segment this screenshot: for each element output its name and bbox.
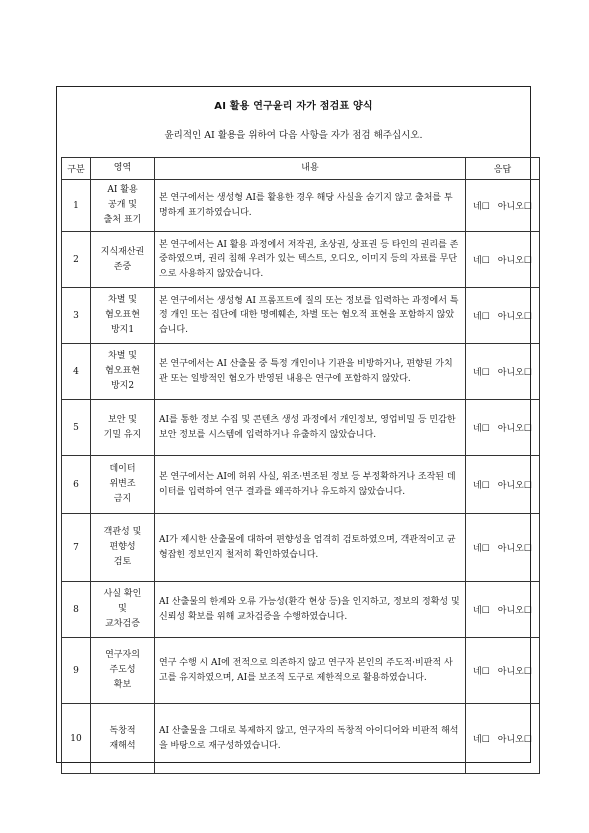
yes-checkbox[interactable]: 네☐ bbox=[473, 256, 490, 266]
area-line: 독창적 bbox=[109, 725, 136, 736]
row-answer bbox=[466, 288, 540, 344]
row-answer bbox=[466, 344, 540, 400]
row-answer bbox=[466, 456, 540, 514]
area-line: 혐오표현 bbox=[105, 310, 140, 320]
no-checkbox[interactable]: 아니오☐ bbox=[497, 256, 532, 266]
area-line: 및 bbox=[118, 604, 127, 614]
row-content: AI가 제시한 산출물에 대하여 편향성을 엄격히 검토하였으며, 객관적이고 균형잡힌 정보인지 철저히 확인하였습니다. bbox=[155, 514, 466, 582]
yes-checkbox[interactable]: 네☐ bbox=[473, 735, 490, 745]
row-number: 5 bbox=[62, 400, 91, 456]
yes-checkbox[interactable]: 네☐ bbox=[473, 312, 490, 322]
row-content: 본 연구에서는 AI 활용 과정에서 저작권, 초상권, 상표권 등 타인의 권리를 존중하였으며, 권리 침해 우려가 있는 텍스트, 오디오, 이미지 등의 자료를 무단으로 사용하지 않았습니다. bbox=[155, 232, 466, 288]
header-answer: 응답 bbox=[466, 158, 540, 180]
no-checkbox[interactable]: 아니오☐ bbox=[497, 202, 532, 212]
yes-checkbox[interactable]: 네☐ bbox=[473, 424, 490, 434]
table-row bbox=[62, 638, 540, 704]
row-number: 10 bbox=[62, 704, 91, 774]
yes-checkbox[interactable]: 네☐ bbox=[473, 481, 490, 491]
area-line: 주도성 bbox=[109, 665, 136, 675]
no-checkbox[interactable]: 아니오☐ bbox=[497, 368, 532, 378]
area-line: 확보 bbox=[113, 680, 132, 690]
row-answer bbox=[466, 180, 540, 232]
checklist-body bbox=[62, 180, 540, 774]
area-line: 재해석 bbox=[109, 740, 136, 751]
area-line: 차별 및 bbox=[108, 351, 137, 361]
yes-checkbox[interactable]: 네☐ bbox=[473, 202, 490, 212]
row-content: 본 연구에서는 AI 산출물 중 특정 개인이나 기관을 비방하거나, 편향된 가치관 또는 일방적인 혐오가 반영된 내용은 연구에 포함하지 않았다. bbox=[155, 344, 466, 400]
row-area bbox=[91, 288, 155, 344]
table-row bbox=[62, 344, 540, 400]
no-checkbox[interactable]: 아니오☐ bbox=[497, 735, 532, 745]
area-line: 방지2 bbox=[110, 381, 135, 391]
row-area bbox=[91, 400, 155, 456]
row-content: 연구 수행 시 AI에 전적으로 의존하지 않고 연구자 본인의 주도적·비판적 사고를 유지하였으며, AI를 보조적 도구로 제한적으로 활용하였습니다. bbox=[155, 638, 466, 704]
row-number: 6 bbox=[62, 456, 91, 514]
row-answer bbox=[466, 704, 540, 774]
table-row bbox=[62, 232, 540, 288]
row-content: 본 연구에서는 AI에 허위 사실, 위조·변조된 정보 등 부정확하거나 조작된 데이터를 입력하여 연구 결과를 왜곡하거나 유도하지 않았습니다. bbox=[155, 456, 466, 514]
header-no: 구분 bbox=[62, 158, 91, 180]
row-answer bbox=[466, 400, 540, 456]
row-answer bbox=[466, 638, 540, 704]
yes-checkbox[interactable]: 네☐ bbox=[473, 667, 490, 677]
area-line: 공개 및 bbox=[108, 200, 137, 210]
row-number: 7 bbox=[62, 514, 91, 582]
row-answer bbox=[466, 514, 540, 582]
no-checkbox[interactable]: 아니오☐ bbox=[497, 312, 532, 322]
area-line: 존중 bbox=[113, 261, 132, 272]
row-content: AI 산출물의 한계와 오류 가능성(환각 현상 등)을 인지하고, 정보의 정확성 및 신뢰성 확보를 위해 교차검증을 수행하였습니다. bbox=[155, 582, 466, 638]
table-row bbox=[62, 180, 540, 232]
row-area bbox=[91, 638, 155, 704]
row-content: 본 연구에서는 생성형 AI 프롬프트에 질의 또는 정보를 입력하는 과정에서 특정 개인 또는 집단에 대한 명예훼손, 차별 또는 혐오적 표현을 포함하지 않았습니다. bbox=[155, 288, 466, 344]
form-title: AI 활용 연구윤리 자가 점검표 양식 bbox=[214, 101, 373, 112]
row-area bbox=[91, 232, 155, 288]
header-content: 내용 bbox=[155, 158, 466, 180]
row-number: 9 bbox=[62, 638, 91, 704]
table-row bbox=[62, 514, 540, 582]
table-row bbox=[62, 582, 540, 638]
row-area bbox=[91, 344, 155, 400]
area-line: 교차검증 bbox=[105, 619, 140, 629]
row-area bbox=[91, 704, 155, 774]
row-number: 8 bbox=[62, 582, 91, 638]
checklist-table bbox=[61, 157, 540, 774]
area-line: 데이터 bbox=[109, 464, 136, 474]
area-line: 차별 및 bbox=[108, 295, 137, 305]
table-row bbox=[62, 456, 540, 514]
area-line: 사실 확인 bbox=[103, 589, 142, 599]
area-line: 지식재산권 bbox=[100, 246, 145, 257]
row-content: AI 산출물을 그대로 복제하지 않고, 연구자의 독창적 아이디어와 비판적 해석을 바탕으로 재구성하였습니다. bbox=[155, 704, 466, 774]
area-line: 검토 bbox=[113, 557, 132, 567]
no-checkbox[interactable]: 아니오☐ bbox=[497, 481, 532, 491]
no-checkbox[interactable]: 아니오☐ bbox=[497, 606, 532, 616]
area-line: 객관성 및 bbox=[103, 527, 142, 537]
area-line: 위변조 bbox=[109, 479, 136, 489]
yes-checkbox[interactable]: 네☐ bbox=[473, 606, 490, 616]
table-row bbox=[62, 400, 540, 456]
area-line: 혐오표현 bbox=[105, 366, 140, 376]
form-subtitle: 윤리적인 AI 활용을 위하여 다음 사항을 자가 점검 해주십시오. bbox=[164, 130, 423, 141]
row-area bbox=[91, 456, 155, 514]
yes-checkbox[interactable]: 네☐ bbox=[473, 544, 490, 554]
no-checkbox[interactable]: 아니오☐ bbox=[497, 667, 532, 677]
row-answer bbox=[466, 232, 540, 288]
area-line: 편향성 bbox=[109, 542, 136, 552]
row-content: AI를 통한 정보 수집 및 콘텐츠 생성 과정에서 개인정보, 영업비밀 등 민감한 보안 정보를 시스템에 입력하거나 유출하지 않았습니다. bbox=[155, 400, 466, 456]
row-number: 4 bbox=[62, 344, 91, 400]
area-line: 연구자의 bbox=[105, 650, 140, 660]
row-area bbox=[91, 514, 155, 582]
area-line: 금지 bbox=[113, 494, 132, 504]
checklist-form bbox=[56, 86, 531, 763]
row-number: 1 bbox=[62, 180, 91, 232]
row-answer bbox=[466, 582, 540, 638]
header-area: 영역 bbox=[91, 158, 155, 180]
table-header-row bbox=[62, 158, 540, 180]
row-area bbox=[91, 582, 155, 638]
table-row bbox=[62, 704, 540, 774]
row-number: 3 bbox=[62, 288, 91, 344]
no-checkbox[interactable]: 아니오☐ bbox=[497, 424, 532, 434]
row-content: 본 연구에서는 생성형 AI를 활용한 경우 해당 사실을 숨기지 않고 출처를 투명하게 표기하였습니다. bbox=[155, 180, 466, 232]
table-row bbox=[62, 288, 540, 344]
row-number: 2 bbox=[62, 232, 91, 288]
area-line: 보안 및 bbox=[108, 414, 137, 425]
no-checkbox[interactable]: 아니오☐ bbox=[497, 544, 532, 554]
row-area bbox=[91, 180, 155, 232]
yes-checkbox[interactable]: 네☐ bbox=[473, 368, 490, 378]
area-line: 출처 표기 bbox=[103, 215, 142, 225]
area-line: 방지1 bbox=[110, 325, 135, 335]
area-line: 기밀 유지 bbox=[103, 429, 142, 440]
area-line: AI 활용 bbox=[107, 185, 138, 195]
